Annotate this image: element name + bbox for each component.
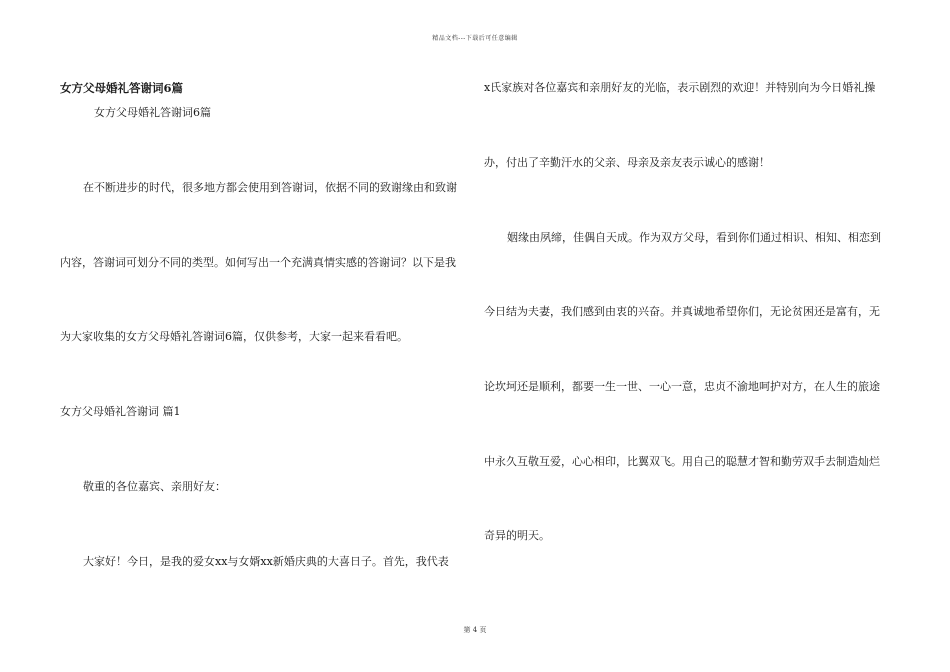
right-line-2: 办，付出了辛勤汗水的父亲、母亲及亲友表示诚心的感谢！ <box>484 156 770 169</box>
intro-line-3: 为大家收集的女方父母婚礼答谢词6篇，仅供参考，大家一起来看看吧。 <box>60 330 408 343</box>
intro-line-2: 内容，答谢词可划分不同的类型。如何写出一个充满真情实感的答谢词？以下是我 <box>60 256 456 269</box>
intro-line-1: 在不断进步的时代，很多地方都会使用到答谢词，依据不同的致谢缘由和致谢 <box>83 181 457 194</box>
right-line-6: 中永久互敬互爱，心心相印，比翼双飞。用自己的聪慧才智和勤劳双手去制造灿烂 <box>484 455 880 468</box>
greeting-line: 敬重的各位嘉宾、亲朋好友： <box>83 480 226 493</box>
page-number: 第 4 页 <box>463 626 487 634</box>
paragraph-start-line: 大家好！今日，是我的爱女xx与女婿xx新婚庆典的大喜日子。首先，我代表 <box>83 555 449 568</box>
right-line-3: 姻缘由夙缔，佳偶自天成。作为双方父母，看到你们通过相识、相知、相恋到 <box>507 231 881 244</box>
document-subtitle: 女方父母婚礼答谢词6篇 <box>94 106 211 119</box>
right-line-7: 奇异的明天。 <box>484 529 550 542</box>
right-line-1: x氏家族对各位嘉宾和亲朋好友的光临，表示剧烈的欢迎！并特别向为今日婚礼操 <box>484 81 876 94</box>
section-heading: 女方父母婚礼答谢词 篇1 <box>60 405 181 418</box>
right-line-5: 论坎坷还是顺利，都要一生一世、一心一意，忠贞不渝地呵护对方，在人生的旅途 <box>484 380 880 393</box>
right-line-4: 今日结为夫妻，我们感到由衷的兴奋。并真诚地希望你们，无论贫困还是富有，无 <box>484 305 880 318</box>
page-header-note: 精品文档---下载后可任意编辑 <box>432 35 518 42</box>
document-title: 女方父母婚礼答谢词6篇 <box>60 81 184 95</box>
